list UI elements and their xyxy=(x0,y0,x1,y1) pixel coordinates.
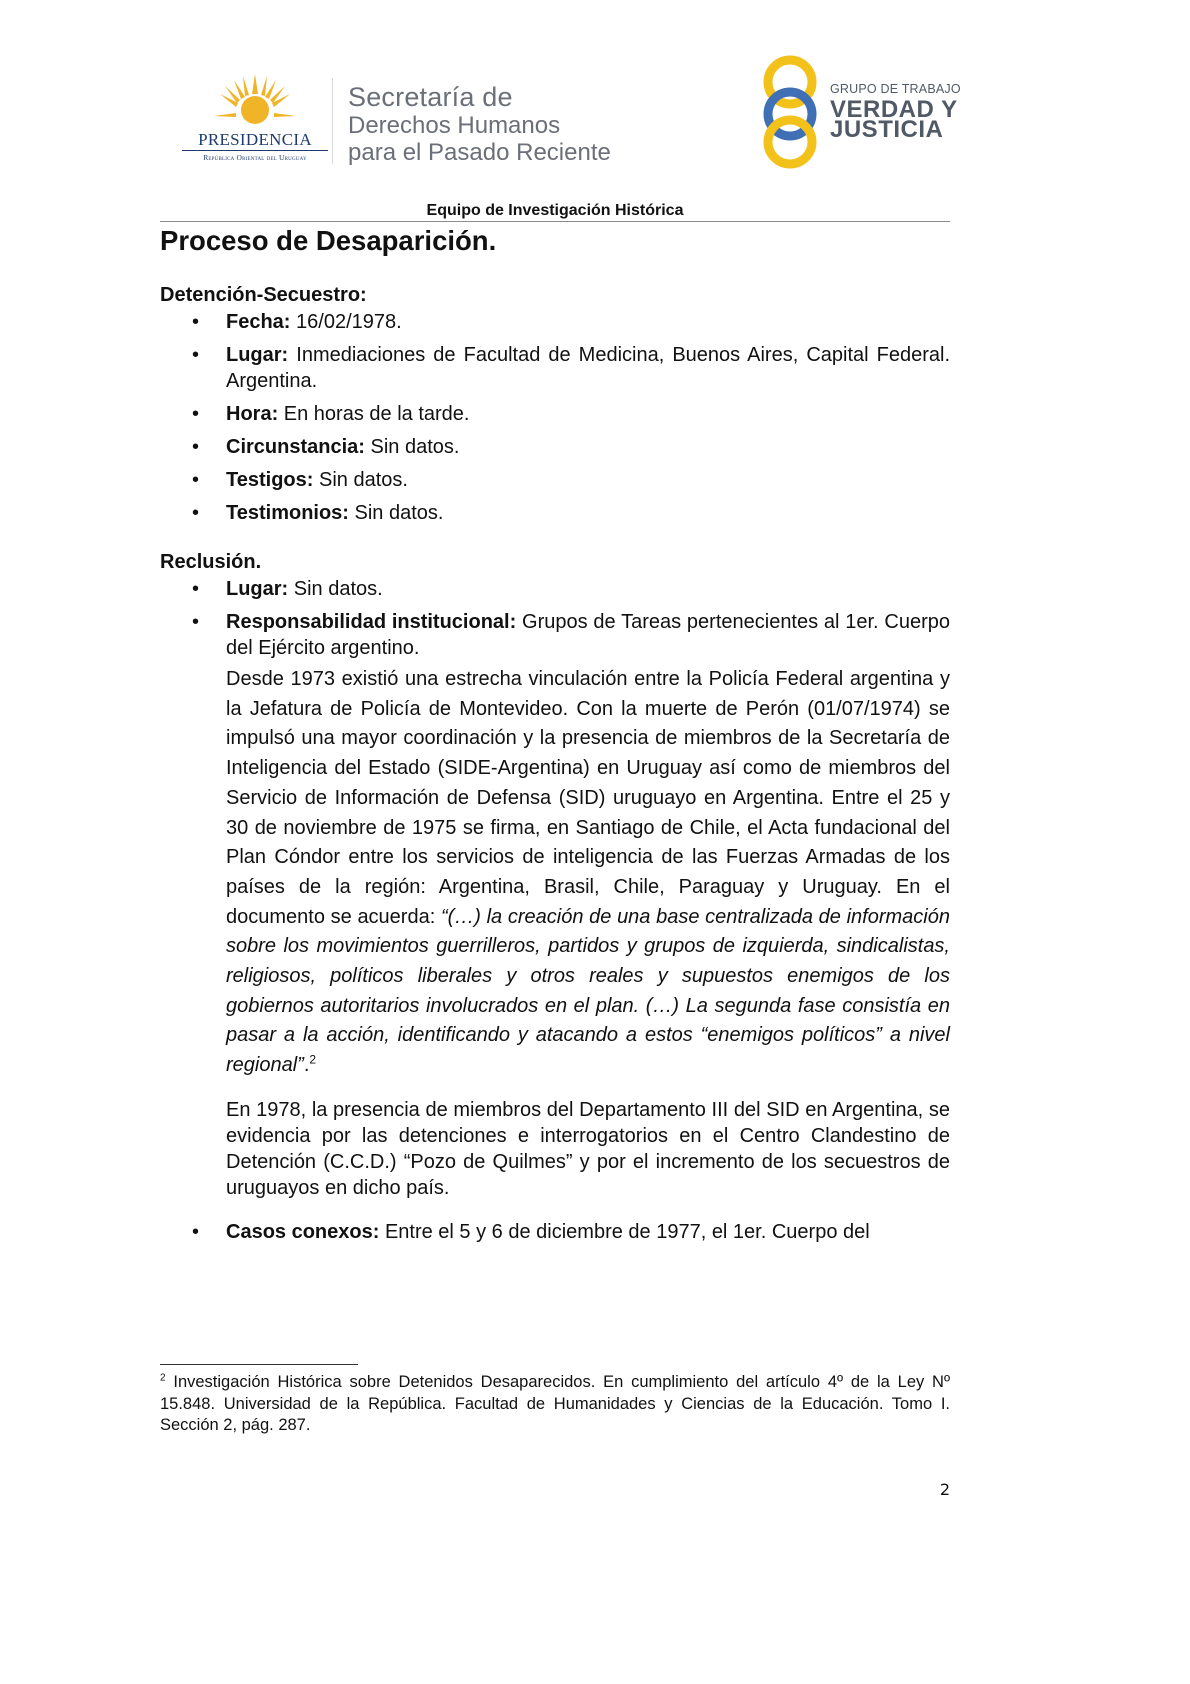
item-key: Lugar: xyxy=(226,578,289,600)
item-key: Testimonios: xyxy=(226,502,349,524)
secretaria-line-1: Secretaría de xyxy=(348,82,513,112)
sun-icon xyxy=(212,72,298,134)
list-item xyxy=(160,401,950,427)
document-body xyxy=(160,223,950,1245)
list-item xyxy=(160,309,950,335)
item-key: Circunstancia: xyxy=(226,436,365,458)
item-value: Sin datos. xyxy=(313,469,408,491)
casos-list xyxy=(160,1219,950,1245)
list-item-lugar xyxy=(160,576,950,602)
detencion-list xyxy=(160,309,950,526)
footnote-text: Investigación Histórica sobre Detenidos Desaparecidos. En cumplimiento del artículo 4º de la Ley Nº 15.848. Universidad de la República. Facultad de Humanidades y Ciencias de la Educación. Tomo I. Sección 2, pág. 287. xyxy=(160,1373,950,1434)
running-header-rule xyxy=(160,221,950,222)
presidencia-subtitle: República Oriental del Uruguay xyxy=(203,153,307,162)
header-divider xyxy=(332,78,333,164)
item-key: Responsabilidad institucional: xyxy=(226,611,517,633)
section-heading-detencion: Detención-Secuestro: xyxy=(160,284,367,306)
item-value: Sin datos. xyxy=(348,502,444,524)
item-value: Sin datos. xyxy=(288,578,383,600)
secretaria-line-3: para el Pasado Reciente xyxy=(348,139,611,166)
item-value: Inmediaciones de Facultad de Medicina, Buenos Aires, Capital Federal. Argentina. xyxy=(226,344,950,392)
list-item xyxy=(160,467,950,493)
list-item-responsabilidad xyxy=(160,609,950,661)
item-key: Fecha: xyxy=(226,311,291,333)
item-value: 16/02/1978. xyxy=(290,311,402,333)
list-item xyxy=(160,342,950,394)
presidencia-name: PRESIDENCIA xyxy=(198,130,312,149)
item-value: Entre el 5 y 6 de diciembre de 1977, el 1er. Cuerpo del xyxy=(379,1220,870,1243)
item-key: Casos conexos: xyxy=(226,1220,380,1243)
reclusion-list xyxy=(160,576,950,661)
footnote-number: 2 xyxy=(160,1372,166,1384)
presidencia-logo xyxy=(180,72,330,164)
item-value: En horas de la tarde. xyxy=(278,403,470,425)
verdad-label: VERDAD Y xyxy=(830,96,958,123)
item-value: Sin datos. xyxy=(364,436,460,458)
grupo-trabajo-label: GRUPO DE TRABAJO xyxy=(830,82,961,96)
item-key: Lugar: xyxy=(226,344,289,366)
page-title: Proceso de Desaparición. xyxy=(160,225,497,256)
item-value: Grupos de Tareas pertenecientes al 1er. Cuerpo del Ejército argentino. xyxy=(226,611,950,659)
verdad-justicia-logo xyxy=(760,52,960,172)
paragraph-1978: En 1978, la presencia de miembros del Departamento III del SID en Argentina, se evidencia por las detenciones e interrogatorios en el Centro Clandestino de Detención (C.C.D.) “Pozo de Quilmes” y por el incremento de los secuestros de uruguayos en dicho país. xyxy=(226,1098,950,1199)
footnote xyxy=(160,1372,950,1437)
list-item-casos xyxy=(160,1219,950,1245)
paragraph-contexto xyxy=(160,665,950,1081)
running-header: Equipo de Investigación Histórica xyxy=(426,202,684,219)
footnote-rule xyxy=(160,1364,358,1365)
paragraph-end: . xyxy=(303,1054,310,1077)
list-item xyxy=(160,500,950,526)
justicia-label: JUSTICIA xyxy=(830,116,944,143)
section-heading-reclusion: Reclusión. xyxy=(160,551,262,573)
footnote-reference: 2 xyxy=(309,1052,317,1067)
item-key: Testigos: xyxy=(226,469,314,491)
list-item xyxy=(160,434,950,460)
secretaria-line-2: Derechos Humanos xyxy=(348,112,561,139)
rings-icon xyxy=(760,52,826,172)
page-number: 2 xyxy=(939,1480,950,1499)
secretaria-logo-text xyxy=(348,84,611,165)
presidencia-rule xyxy=(182,150,328,151)
plan-condor-quote: “(…) la creación de una base centralizada de información sobre los movimientos guerrilleros, partidos y grupos de izquierda, sindicalistas, religiosos, políticos liberales y otros reales y supuestos enemigos de los gobiernos autoritarios involucrados en el plan. (…) La segunda fase consistía en pasar a la acción, identificando y atacando a estos “enemigos políticos” a nivel regional” xyxy=(226,905,950,1077)
item-key: Hora: xyxy=(226,403,279,425)
paragraph-text: Desde 1973 existió una estrecha vinculación entre la Policía Federal argentina y la Jefatura de Policía de Montevideo. Con la muerte de Perón (01/07/1974) se impulsó una mayor coordinación y la presencia de miembros de la Secretaría de Inteligencia del Estado (SIDE-Argentina) en Uruguay así como de miembros del Servicio de Información de Defensa (SID) uruguayo en Argentina. Entre el 25 y 30 de noviembre de 1975 se firma, en Santiago de Chile, el Acta fundacional del Plan Cóndor entre los servicios de inteligencia de las Fuerzas Armadas de los países de la región: Argentina, Brasil, Chile, Paraguay y Uruguay. En el documento se acuerda: xyxy=(226,668,950,928)
